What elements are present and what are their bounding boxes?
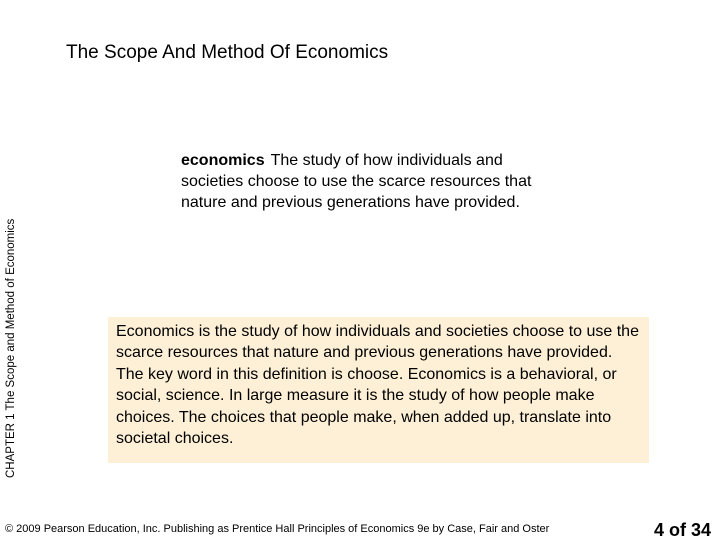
definition-text: The study of how individuals and societies choose to use the scarce resources that nature and previous generations have provided. xyxy=(181,152,532,211)
definition-term: economics xyxy=(181,152,265,169)
explanation-callout: Economics is the study of how individuals and societies choose to use the scarce resources that nature and previous generations have provided. The key word in this definition is choose. Economics is a behavioral, or social, science. In large measure it is the study of how people make choices. The choices that people make, when added up, translate into societal choices. xyxy=(108,317,649,463)
copyright-footer: © 2009 Pearson Education, Inc. Publishing as Prentice Hall Principles of Economics 9e by Case, Fair and Oster xyxy=(5,523,550,535)
page-indicator: 4 of 34 xyxy=(654,520,712,540)
definition-block xyxy=(181,150,561,213)
slide-title: The Scope And Method Of Economics xyxy=(66,42,389,63)
chapter-side-label: CHAPTER 1 The Scope and Method of Economics xyxy=(5,218,17,478)
